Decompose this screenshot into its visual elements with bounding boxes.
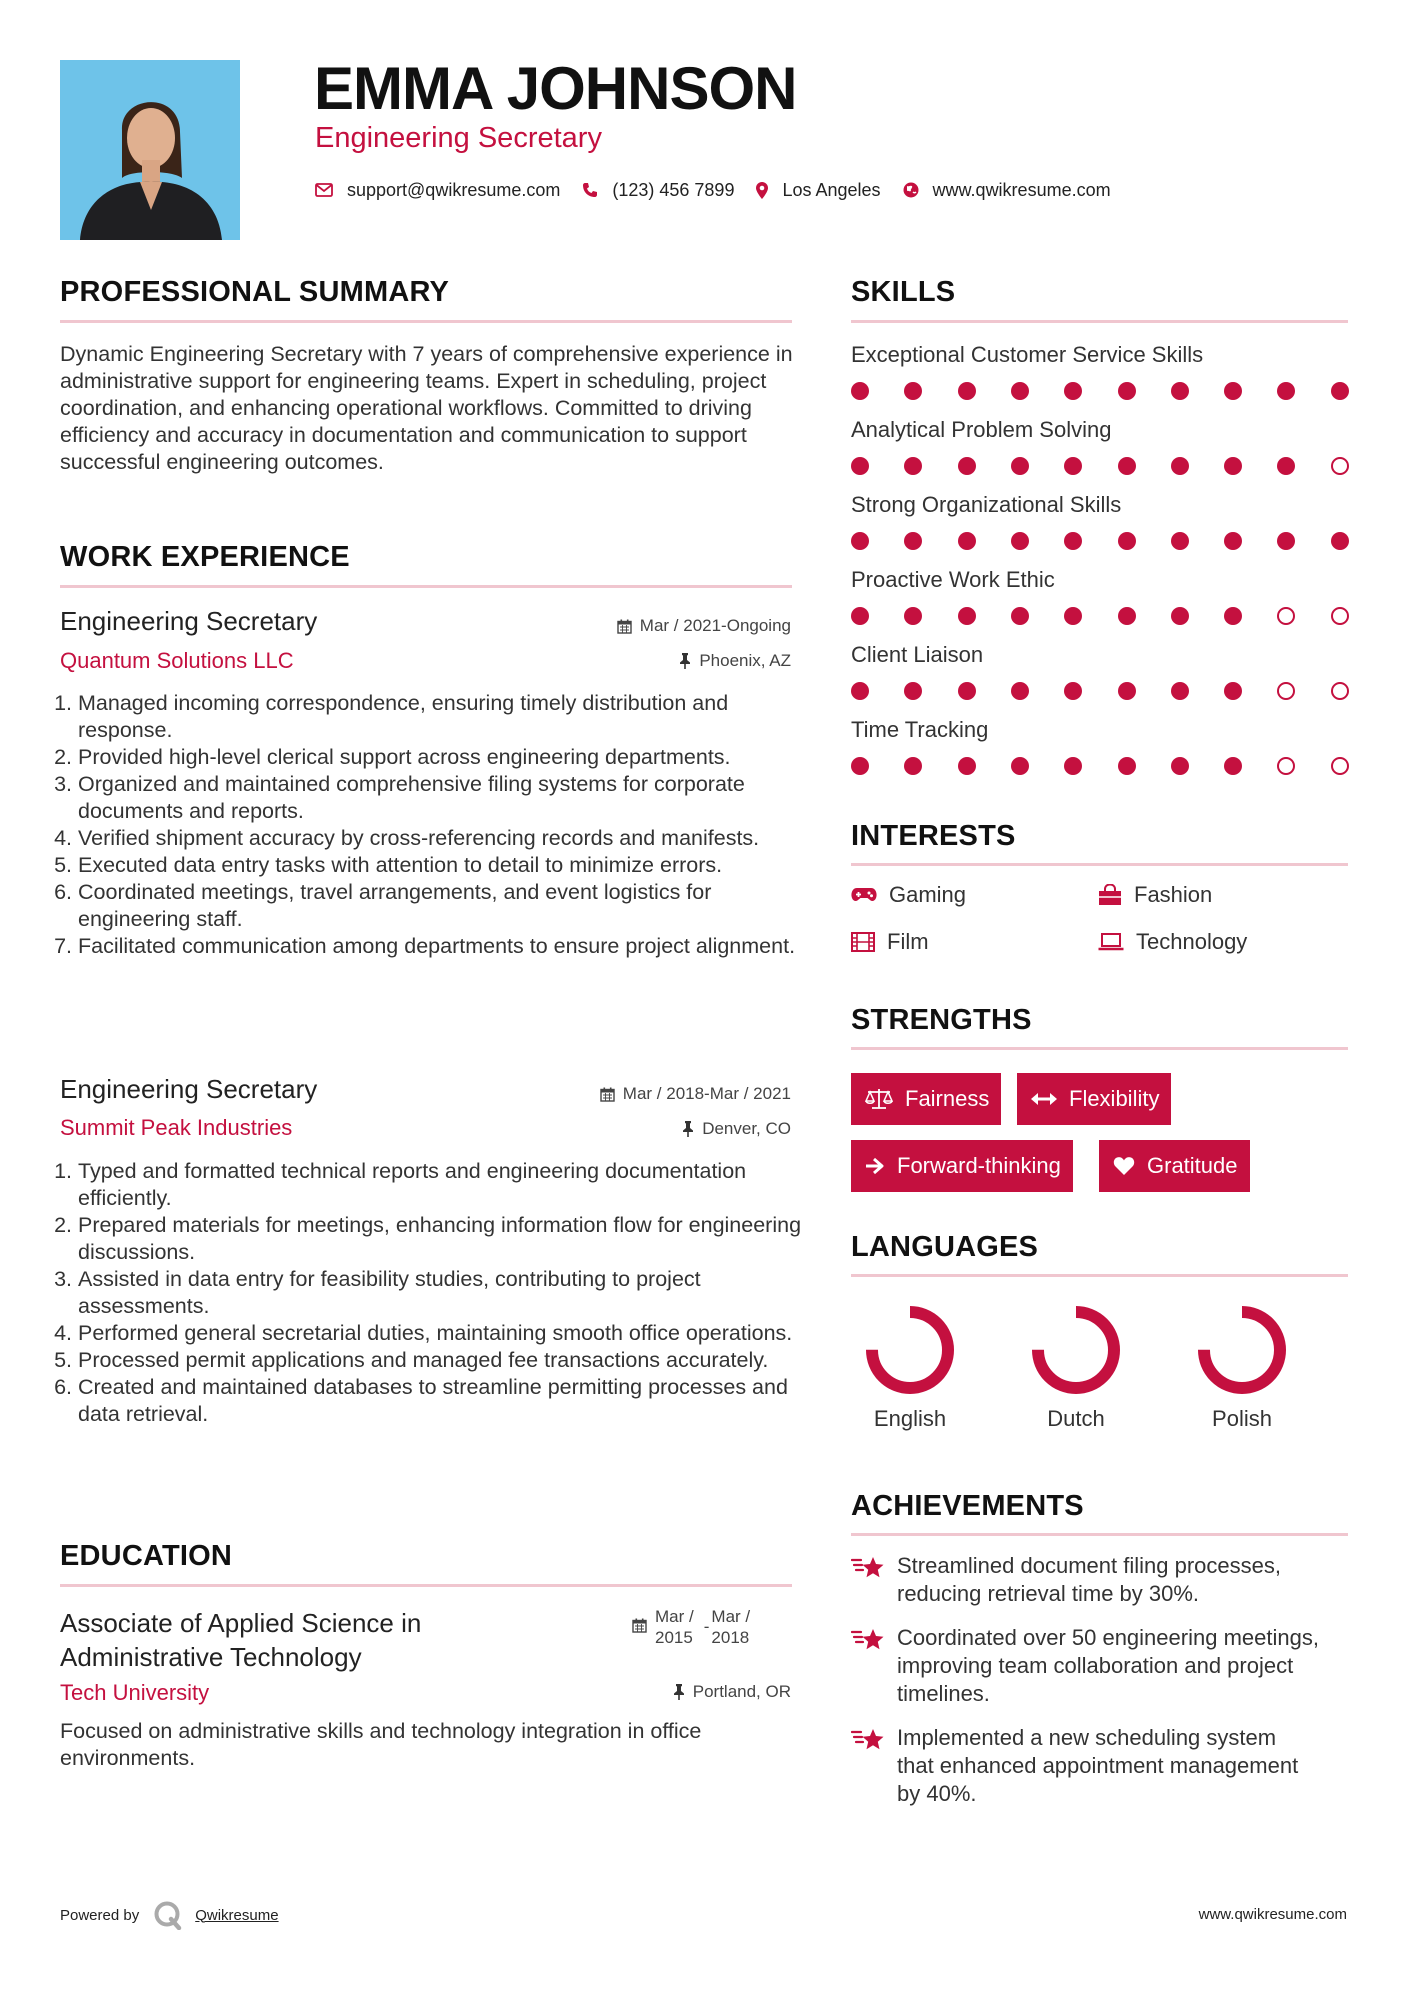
pushpin-icon [679, 653, 691, 669]
strengths-heading: STRENGTHS [851, 1004, 1032, 1036]
skill-dot-filled [1171, 532, 1189, 550]
language-name: English [873, 1406, 947, 1431]
job-2-dates [600, 1084, 791, 1104]
skill-dot-filled [958, 757, 976, 775]
list-item: 7. Facilitated communication among departments to ensure project alignment. [78, 933, 812, 960]
skill-dot-filled [1277, 382, 1295, 400]
skill-dot-filled [1171, 607, 1189, 625]
calendar-icon [617, 619, 632, 634]
laptop-icon [1098, 933, 1124, 951]
skill-dot-filled [1011, 382, 1029, 400]
strength-fairness-label: Fairness [905, 1086, 990, 1111]
achievements-divider [851, 1533, 1348, 1536]
achievement-2-line-1: Coordinated over 50 engineering meetings, [897, 1625, 1319, 1650]
double-arrow-icon [1031, 1092, 1057, 1106]
shooting-star-icon [851, 1554, 885, 1582]
contact-phone[interactable] [582, 180, 734, 201]
experience-divider [60, 585, 792, 588]
skill-dot-filled [904, 607, 922, 625]
education-end [711, 1606, 750, 1648]
interests-divider [851, 863, 1348, 866]
skill-dot-filled [851, 757, 869, 775]
list-item: 6. Created and maintained databases to streamline permitting processes and data retrieval. [78, 1374, 812, 1428]
language-item [845, 1300, 975, 1432]
degree-line-1: Associate of Applied Science in [60, 1608, 422, 1638]
interest-fashion [1098, 882, 1212, 908]
skill-dot-filled [1064, 382, 1082, 400]
skill-dot-filled [904, 757, 922, 775]
language-item [1011, 1300, 1141, 1432]
skill-dot-filled [1064, 532, 1082, 550]
education-heading: EDUCATION [60, 1540, 233, 1572]
achievements-heading: ACHIEVEMENTS [851, 1490, 1084, 1522]
envelope-icon [315, 183, 333, 197]
job-2-company: Summit Peak Industries [60, 1115, 293, 1140]
language-ring-icon [860, 1300, 960, 1400]
skill-dot-filled [1224, 607, 1242, 625]
skill-dot-filled [1118, 457, 1136, 475]
education-divider [60, 1584, 792, 1587]
skill-dot-filled [851, 607, 869, 625]
list-item: 1. Managed incoming correspondence, ensuring timely distribution and response. [78, 690, 812, 744]
skill-dot-empty [1331, 607, 1349, 625]
strength-flexibility-label: Flexibility [1069, 1086, 1160, 1111]
skill-name: Strong Organizational Skills [851, 492, 1122, 517]
skill-dot-filled [904, 532, 922, 550]
school-name: Tech University [60, 1680, 210, 1705]
shooting-star-icon [851, 1726, 885, 1754]
phone-text: (123) 456 7899 [612, 179, 735, 200]
skill-dot-filled [851, 532, 869, 550]
skill-dot-filled [958, 682, 976, 700]
pushpin-icon [673, 1684, 685, 1700]
list-item: 3. Organized and maintained comprehensive filing systems for corporate documents and reports. [78, 771, 812, 825]
achievement-1 [851, 1552, 1281, 1608]
skill-name: Client Liaison [851, 642, 984, 667]
strengths-divider [851, 1047, 1348, 1050]
skill-dot-filled [1011, 757, 1029, 775]
skill-dot-filled [958, 532, 976, 550]
heart-icon [1113, 1156, 1135, 1176]
skill-dot-filled [1011, 682, 1029, 700]
list-item: 3. Assisted in data entry for feasibility studies, contributing to project assessments. [78, 1266, 812, 1320]
strength-fairness [851, 1073, 1001, 1125]
achievement-2-line-2: improving team collaboration and project [897, 1653, 1294, 1678]
list-item: 2. Prepared materials for meetings, enhancing information flow for engineering discussions. [78, 1212, 812, 1266]
list-item: 5. Processed permit applications and managed fee transactions accurately. [78, 1347, 812, 1374]
interests-heading: INTERESTS [851, 820, 1016, 852]
person-silhouette-icon [60, 60, 240, 240]
skill-dot-filled [1011, 607, 1029, 625]
skill-dot-filled [1064, 682, 1082, 700]
skill-dot-filled [1331, 532, 1349, 550]
list-item: 4. Performed general secretarial duties, maintaining smooth office operations. [78, 1320, 812, 1347]
interest-film [851, 929, 929, 955]
list-item: 4. Verified shipment accuracy by cross-referencing records and manifests. [78, 825, 812, 852]
shopping-bag-icon [1098, 884, 1122, 906]
language-ring-icon [1026, 1300, 1126, 1400]
language-name: Polish [1212, 1406, 1272, 1431]
job-1-dates [617, 616, 791, 636]
profile-photo [60, 60, 240, 240]
skill-dot-filled [1224, 682, 1242, 700]
powered-by-text: Powered by [60, 1906, 140, 1924]
contact-location [756, 180, 880, 201]
skill-dot-filled [1118, 682, 1136, 700]
skill-dot-filled [904, 457, 922, 475]
achievement-1-line-2: reducing retrieval time by 30%. [897, 1581, 1200, 1606]
skill-dot-filled [904, 682, 922, 700]
skill-dot-filled [1118, 607, 1136, 625]
language-level-arc [1038, 1312, 1114, 1388]
skill-dot-filled [1224, 382, 1242, 400]
strength-flexibility [1017, 1073, 1171, 1125]
calendar-icon [600, 1087, 615, 1102]
skill-name: Exceptional Customer Service Skills [851, 342, 1204, 367]
skill-dot-filled [851, 457, 869, 475]
skill-dot-filled [1277, 532, 1295, 550]
job-1-bullets [60, 690, 812, 960]
globe-icon [903, 182, 919, 198]
skill-dot-filled [1224, 457, 1242, 475]
skill-dot-filled [1064, 457, 1082, 475]
skill-dot-filled [1064, 757, 1082, 775]
skill-name: Analytical Problem Solving [851, 417, 1112, 442]
skill-dot-filled [1064, 607, 1082, 625]
skill-dot-filled [958, 382, 976, 400]
languages-heading: LANGUAGES [851, 1231, 1039, 1263]
location-text: Los Angeles [782, 179, 881, 200]
skill-dot-filled [958, 607, 976, 625]
skill-dot-filled [1331, 382, 1349, 400]
job-1-title: Engineering Secretary [60, 606, 318, 636]
skill-dot-filled [851, 382, 869, 400]
list-item: 2. Provided high-level clerical support across engineering departments. [78, 744, 812, 771]
job-1-location [679, 651, 791, 671]
achievement-1-text [897, 1552, 1281, 1608]
job-2-location-text: Denver, CO [702, 1119, 791, 1138]
calendar-icon [632, 1618, 647, 1633]
skill-dot-empty [1331, 682, 1349, 700]
education-end-month: Mar / [711, 1607, 751, 1626]
interest-film-label: Film [887, 929, 929, 954]
strength-gratitude [1099, 1140, 1250, 1192]
education-end-year: 2018 [711, 1628, 750, 1647]
list-item: 1. Typed and formatted technical reports and engineering documentation efficiently. [78, 1158, 812, 1212]
strength-forward-thinking [851, 1140, 1073, 1192]
gamepad-icon [851, 887, 877, 903]
achievement-2 [851, 1624, 1319, 1708]
skill-dot-filled [1171, 457, 1189, 475]
skill-dot-filled [1011, 532, 1029, 550]
language-item [1177, 1300, 1307, 1432]
education-location-text: Portland, OR [692, 1682, 791, 1701]
experience-heading: WORK EXPERIENCE [60, 541, 350, 573]
job-1-dates-text: Mar / 2021-Ongoing [639, 616, 791, 635]
skill-dot-filled [1171, 682, 1189, 700]
skill-dot-filled [851, 682, 869, 700]
phone-icon [582, 182, 598, 198]
candidate-role: Engineering Secretary [315, 122, 602, 154]
website-text: www.qwikresume.com [932, 179, 1111, 200]
skill-dot-empty [1277, 757, 1295, 775]
skill-name: Time Tracking [851, 717, 989, 742]
contact-bar [315, 178, 1133, 202]
summary-heading: PROFESSIONAL SUMMARY [60, 276, 450, 308]
strength-gratitude-label: Gratitude [1147, 1153, 1238, 1178]
skill-dot-empty [1331, 457, 1349, 475]
skills-heading: SKILLS [851, 276, 956, 308]
skill-dot-filled [1118, 382, 1136, 400]
skill-dot-filled [1224, 757, 1242, 775]
qwikresume-logo-icon [153, 1900, 183, 1930]
skill-dot-filled [1118, 757, 1136, 775]
contact-email[interactable] [315, 180, 560, 201]
skill-dot-empty [1277, 682, 1295, 700]
interest-technology [1098, 929, 1247, 955]
achievement-3-line-2: that enhanced appointment management [897, 1753, 1299, 1778]
strength-forward-thinking-label: Forward-thinking [897, 1153, 1061, 1178]
footer-website[interactable]: www.qwikresume.com [1198, 1906, 1347, 1923]
language-level-arc [1204, 1312, 1280, 1388]
skill-dot-filled [1171, 382, 1189, 400]
interest-fashion-label: Fashion [1134, 882, 1213, 907]
job-2-dates-text: Mar / 2018-Mar / 2021 [622, 1084, 791, 1103]
education-start [655, 1606, 694, 1648]
skill-dot-filled [1011, 457, 1029, 475]
languages-divider [851, 1274, 1348, 1277]
degree-line-2: Administrative Technology [60, 1642, 362, 1672]
email-text: support@qwikresume.com [347, 179, 561, 200]
achievement-3-text [897, 1724, 1298, 1808]
skill-dot-filled [1224, 532, 1242, 550]
education-text: Focused on administrative skills and technology integration in office environments. [60, 1719, 702, 1770]
qwikresume-link[interactable]: Qwikresume [195, 1906, 279, 1924]
degree-title [60, 1606, 421, 1674]
achievement-3-line-3: by 40%. [897, 1781, 977, 1806]
list-item: 6. Coordinated meetings, travel arrangements, and event logistics for engineering staff. [78, 879, 812, 933]
interest-gaming-label: Gaming [889, 882, 967, 907]
candidate-name: EMMA JOHNSON [314, 55, 797, 122]
job-2-location [682, 1119, 791, 1139]
language-ring-icon [1192, 1300, 1292, 1400]
list-item: 5. Executed data entry tasks with attention to detail to minimize errors. [78, 852, 812, 879]
job-1-company: Quantum Solutions LLC [60, 648, 294, 673]
skills-divider [851, 320, 1348, 323]
interest-gaming [851, 882, 966, 908]
language-name: Dutch [1047, 1406, 1105, 1431]
shooting-star-icon [851, 1626, 885, 1654]
balance-scale-icon [865, 1088, 893, 1110]
language-level-arc [872, 1312, 948, 1388]
skill-dot-filled [1277, 457, 1295, 475]
education-dates [632, 1606, 750, 1648]
footer-powered-by [60, 1900, 279, 1930]
skill-dot-empty [1331, 757, 1349, 775]
education-location [673, 1682, 791, 1702]
date-separator: - [703, 1617, 710, 1636]
contact-website[interactable] [903, 180, 1111, 201]
job-2-title: Engineering Secretary [60, 1074, 318, 1104]
achievement-1-line-1: Streamlined document filing processes, [897, 1553, 1281, 1578]
achievement-3 [851, 1724, 1298, 1808]
job-1-location-text: Phoenix, AZ [699, 651, 791, 670]
skill-name: Proactive Work Ethic [851, 567, 1055, 592]
summary-text: Dynamic Engineering Secretary with 7 years of comprehensive experience in administrative support for engineering teams. Expert in scheduling, project coordination, and enhancing operational workflows. Committed to driving efficiency and accuracy in documentation and communication to support successful engineering outcomes. [60, 342, 793, 474]
skill-dot-filled [1171, 757, 1189, 775]
arrow-right-icon [865, 1157, 885, 1175]
job-2-bullets [60, 1158, 812, 1428]
skill-dot-filled [1118, 532, 1136, 550]
pushpin-icon [682, 1121, 694, 1137]
education-start-month: Mar / [655, 1607, 694, 1626]
achievement-2-text [897, 1624, 1319, 1708]
skill-dot-filled [904, 382, 922, 400]
skill-dot-empty [1277, 607, 1295, 625]
summary-divider [60, 320, 792, 323]
film-icon [851, 932, 875, 952]
education-start-year: 2015 [655, 1628, 693, 1647]
skill-dot-filled [958, 457, 976, 475]
achievement-2-line-3: timelines. [897, 1681, 990, 1706]
map-marker-icon [756, 182, 768, 199]
interest-technology-label: Technology [1136, 929, 1248, 954]
achievement-3-line-1: Implemented a new scheduling system [897, 1725, 1277, 1750]
